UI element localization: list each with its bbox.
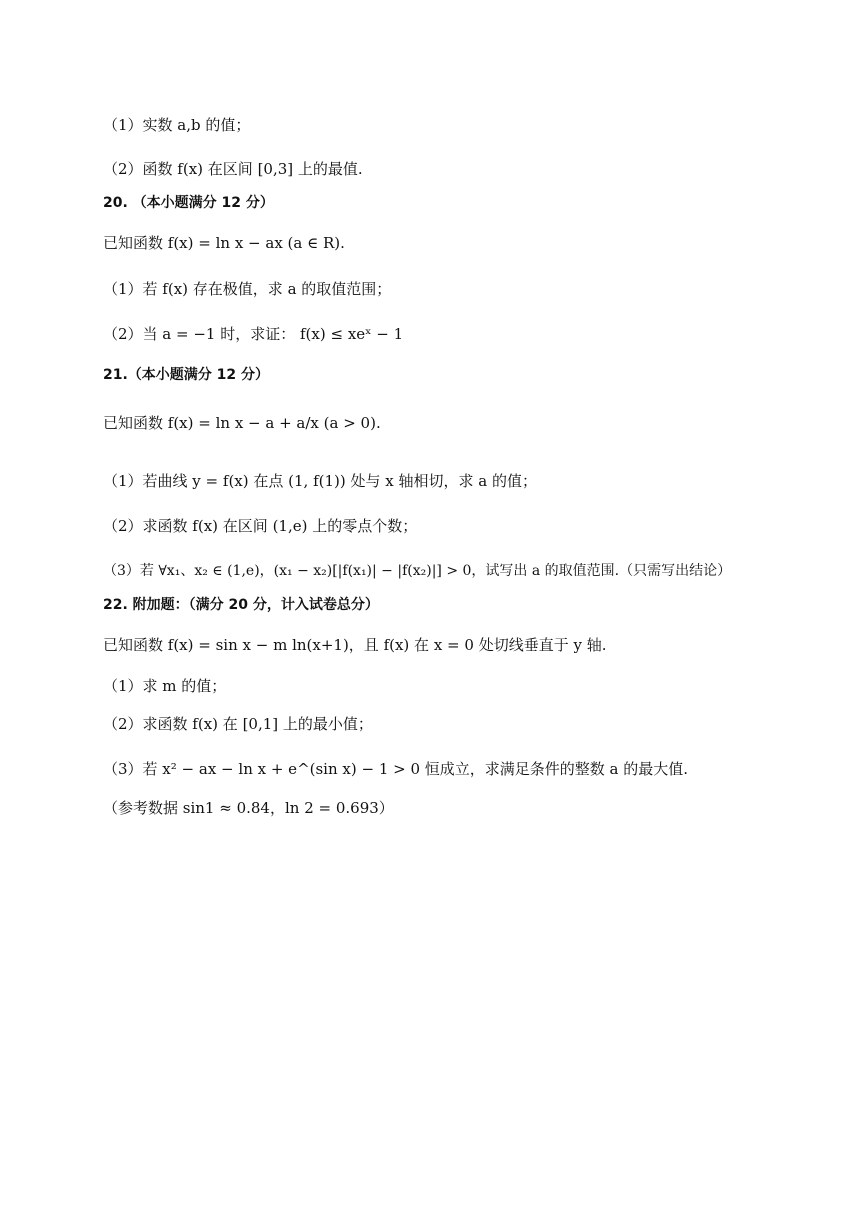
q20-stem: 已知函数 f(x) = ln x − ax (a ∈ R). bbox=[103, 234, 345, 252]
q21-stem: 已知函数 f(x) = ln x − a + a/x (a > 0). bbox=[103, 414, 381, 432]
q22-header: 22. 附加题：（满分 20 分，计入试卷总分） bbox=[103, 597, 379, 613]
q22-part1: （1）求 m 的值； bbox=[103, 677, 227, 695]
q20-part2: （2）当 a = −1 时，求证： f(x) ≤ xeˣ − 1 bbox=[103, 325, 404, 343]
q19-part2: （2）函数 f(x) 在区间 [0,3] 上的最值. bbox=[103, 160, 363, 178]
q21-part2: （2）求函数 f(x) 在区间 (1,e) 上的零点个数； bbox=[103, 517, 418, 535]
q19-part1: （1）实数 a,b 的值； bbox=[103, 116, 251, 134]
q20-header: 20. （本小题满分 12 分） bbox=[103, 195, 274, 211]
q20-part1: （1）若 f(x) 存在极值，求 a 的取值范围； bbox=[103, 280, 392, 298]
q22-part2: （2）求函数 f(x) 在 [0,1] 上的最小值； bbox=[103, 715, 373, 733]
q22-stem: 已知函数 f(x) = sin x − m ln(x+1)，且 f(x) 在 x = 0 处切线垂直于 y 轴. bbox=[103, 636, 607, 654]
q21-header: 21.（本小题满分 12 分） bbox=[103, 367, 270, 383]
q22-reference: （参考数据 sin1 ≈ 0.84，ln 2 = 0.693） bbox=[103, 799, 394, 817]
q22-part3: （3）若 x² − ax − ln x + e^(sin x) − 1 > 0 恒成立，求满足条件的整数 a 的最大值. bbox=[103, 760, 689, 778]
q21-part1: （1）若曲线 y = f(x) 在点 (1, f(1)) 处与 x 轴相切，求 a 的值； bbox=[103, 472, 537, 490]
q21-part3: （3）若 ∀x₁、x₂ ∈ (1,e)，(x₁ − x₂)[|f(x₁)| − |f(x₂)|] > 0，试写出 a 的取值范围.（只需写出结论） bbox=[103, 563, 732, 579]
